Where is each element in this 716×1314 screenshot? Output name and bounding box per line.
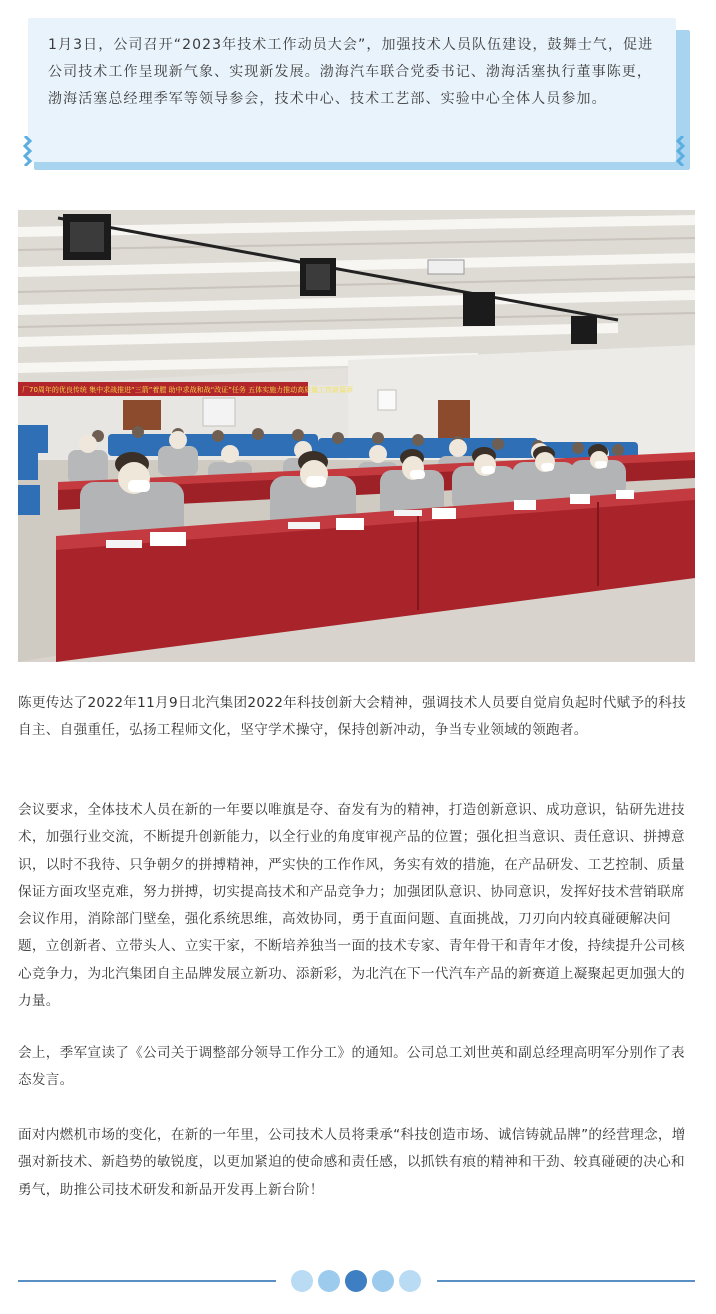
divider-line-left <box>18 1280 276 1282</box>
paragraph-announcement: 会上，季军宣读了《公司关于调整部分领导工作分工》的通知。公司总工刘世英和副总经理高明军分别作了表态发言。 <box>18 1045 685 1089</box>
dot-icon <box>317 1269 341 1293</box>
footer-divider <box>18 1268 695 1294</box>
intro-card <box>18 18 690 170</box>
meeting-photo <box>18 210 695 662</box>
meeting-room-illustration <box>18 210 695 662</box>
paragraph-requirements: 会议要求，全体技术人员在新的一年要以唯旗是夺、奋发有为的精神，打造创新意识、成功意识，钻研先进技术，加强行业交流，不断提升创新能力，以全行业的角度审视产品的位置；强化担当意识、责任意识、拼搏意识，以时不我待、只争朝夕的拼搏精神，严实快的工作作风，务实有效的措施，在产品研发、工艺控制、质量保证方面攻坚克难，努力拼搏，切实提高技术和产品竞争力；加强团队意识、协同意识，发挥好技术营销联席会议作用，消除部门壁垒，强化系统思维，高效协同，勇于直面问题、直面挑战，刀刃向内较真碰硬解决问题，立创新者、立带头人、立实干家，不断培养独当一面的技术专家、青年骨干和青年才俊，持续提升公司核心竞争力，为北汽集团自主品牌发展立新功、添新彩，为北汽在下一代汽车产品的新赛道上凝聚起更加强大的力量。 <box>18 802 685 1010</box>
intro-card-body <box>28 18 676 162</box>
dot-icon <box>398 1269 422 1293</box>
dot-icon <box>290 1269 314 1293</box>
intro-text: 1月3日，公司召开“2023年技术工作动员大会”，加强技术人员队伍建设，鼓舞士气，促进公司技术工作呈现新气象、实现新发展。渤海汽车联合党委书记、渤海活塞执行董事陈更，渤海活塞总经理季军等领导参会，技术中心、技术工艺部、实验中心全体人员参加。 <box>48 37 654 107</box>
dot-icon <box>344 1269 368 1293</box>
banner-text: 厂70周年的优良传统 集中求战推进“三箭”着膛 助中求战和战“改证”任务 五体实施力推动高质量工作新篇章 <box>22 386 354 394</box>
paragraph-outlook: 面对内燃机市场的变化，在新的一年里，公司技术人员将秉承“科技创造市场、诚信铸就品牌”的经营理念，增强对新技术、新趋势的敏锐度，以更加紧迫的使命感和责任感，以抓铁有痕的精神和干劲、较真碰硬的决心和勇气，助推公司技术研发和新品开发再上新台阶！ <box>18 1127 686 1198</box>
zigzag-left-icon <box>18 136 32 166</box>
divider-line-right <box>437 1280 695 1282</box>
paragraph-policy: 陈更传达了2022年11月9日北汽集团2022年科技创新大会精神，强调技术人员要自觉肩负起时代赋予的科技自主、自强重任，弘扬工程师文化，坚守学术操守，保持创新冲动，争当专业领域的领跑者。 <box>18 695 687 739</box>
dot-icon <box>371 1269 395 1293</box>
zigzag-right-icon <box>676 136 690 166</box>
